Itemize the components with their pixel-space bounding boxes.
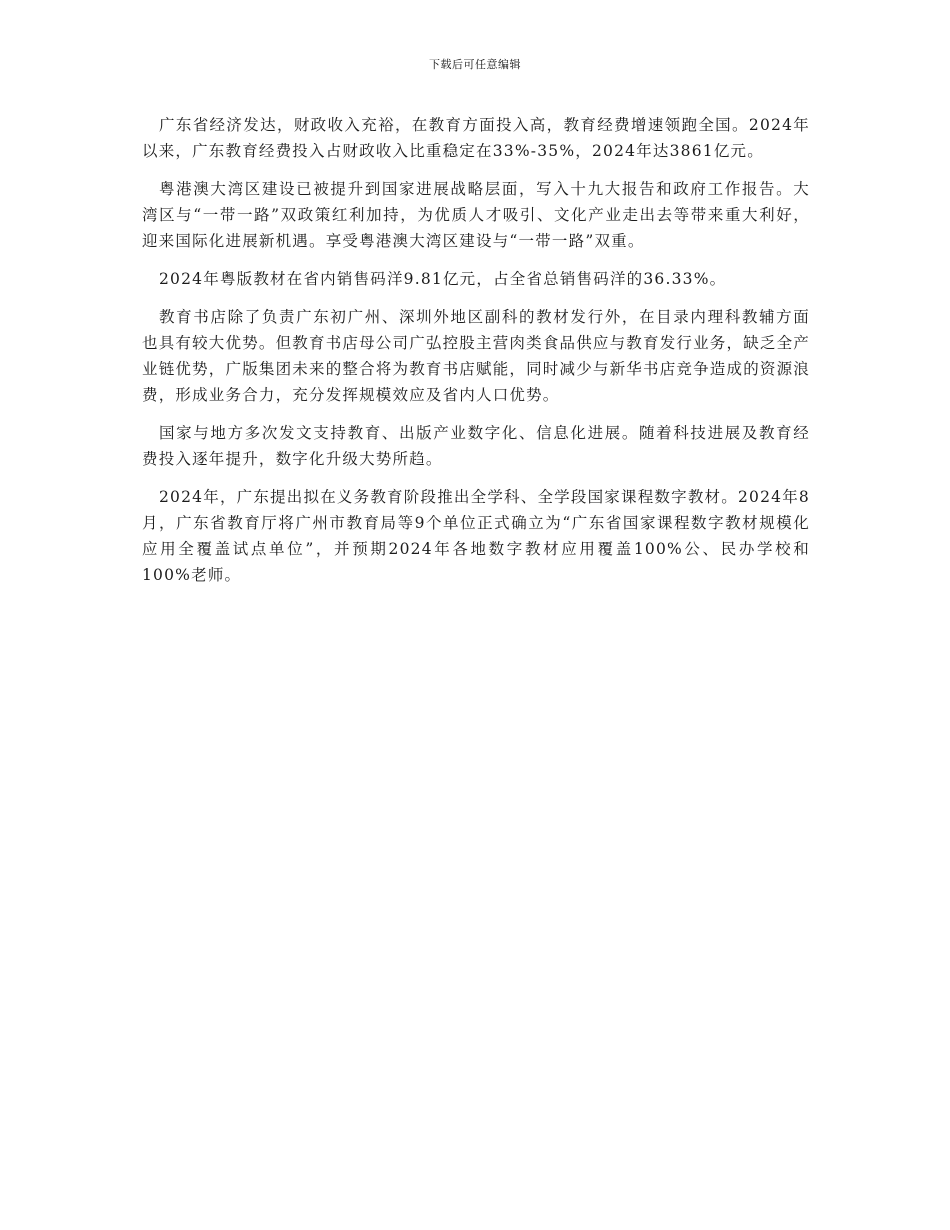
paragraph-digital-textbooks: 2024年，广东提出拟在义务教育阶段推出全学科、全学段国家课程数字教材。2024年8月，广东省教育厅将广州市教育局等9个单位正式确立为“广东省国家课程数字教材规模化应用全覆盖试点单位”，并预期2024年各地数字教材应用覆盖100%公、民办学校和100%老师。 — [142, 488, 810, 584]
page-header-note: 下载后可任意编辑 — [429, 58, 521, 71]
paragraph-digitalization-policy: 国家与地方多次发文支持教育、出版产业数字化、信息化进展。随着科技进展及教育经费投入逐年提升，数字化升级大势所趋。 — [142, 424, 810, 468]
document-body — [142, 112, 810, 600]
paragraph-textbook-sales: 2024年粤版教材在省内销售码洋9.81亿元，占全省总销售码洋的36.33%。 — [159, 270, 727, 288]
paragraph-education-bookstore: 教育书店除了负责广东初广州、深圳外地区副科的教材发行外，在目录内理科教辅方面也具有较大优势。但教育书店母公司广弘控股主营肉类食品供应与教育发行业务，缺乏全产业链优势，广版集团未来的整合将为教育书店赋能，同时减少与新华书店竞争造成的资源浪费，形成业务合力，充分发挥规模效应及省内人口优势。 — [142, 308, 811, 404]
paragraph-education-funding: 广东省经济发达，财政收入充裕，在教育方面投入高，教育经费增速领跑全国。2024年以来，广东教育经费投入占财政收入比重稳定在33%-35%，2024年达3861亿元。 — [142, 116, 810, 160]
paragraph-greater-bay-area: 粤港澳大湾区建设已被提升到国家进展战略层面，写入十九大报告和政府工作报告。大湾区与“一带一路”双政策红利加持，为优质人才吸引、文化产业走出去等带来重大利好，迎来国际化进展新机遇。享受粤港澳大湾区建设与“一带一路”双重。 — [142, 180, 810, 250]
